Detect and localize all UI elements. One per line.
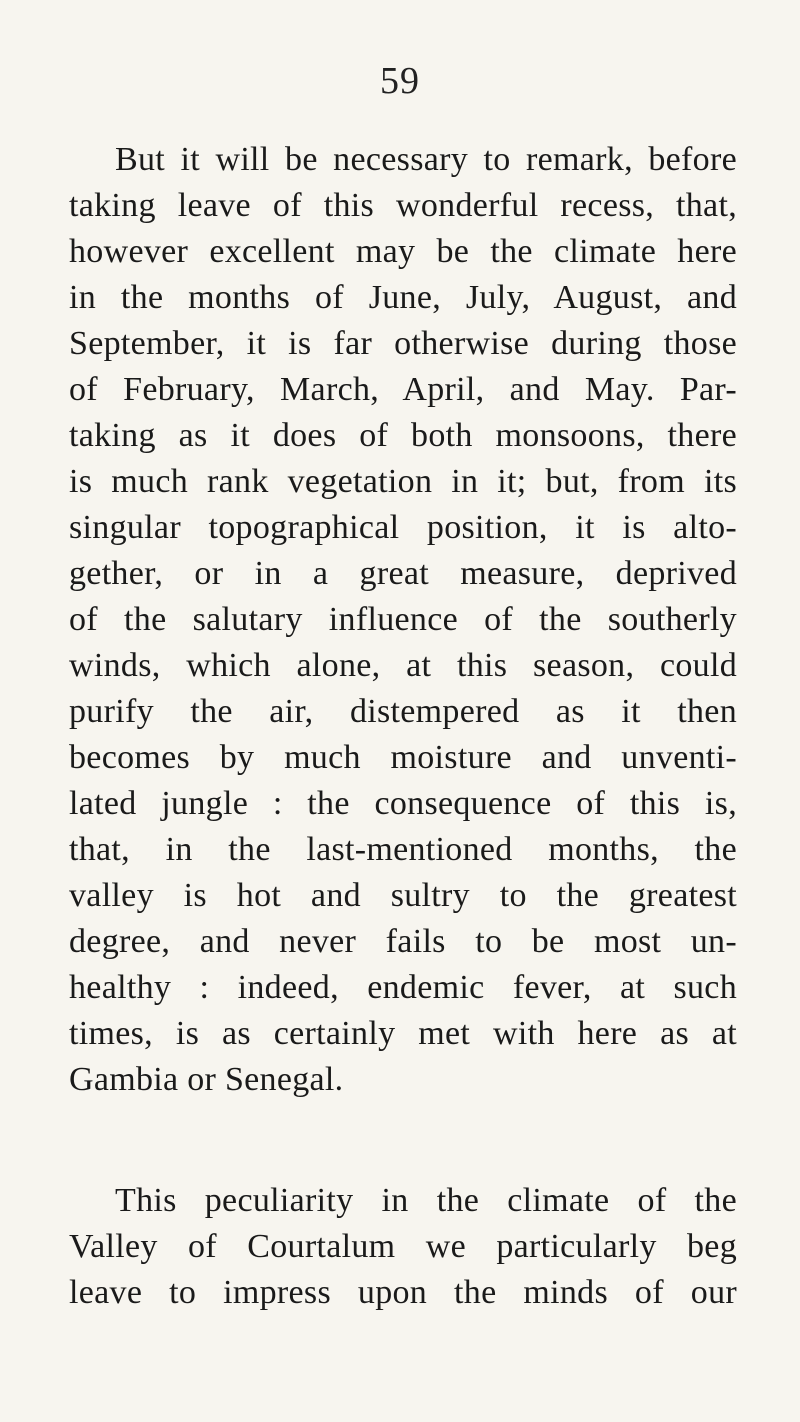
text-line: taking as it does of both monsoons, there	[69, 417, 737, 454]
text-line: becomes by much moisture and unventi-	[69, 739, 737, 776]
text-line: times, is as certainly met with here as at	[69, 1015, 737, 1052]
text-line: however excellent may be the climate here	[69, 233, 737, 270]
text-line: singular topographical position, it is alto-	[69, 509, 737, 546]
text-line: winds, which alone, at this season, could	[69, 647, 737, 684]
text-line: Gambia or Senegal.	[69, 1061, 344, 1098]
text-line: of February, March, April, and May. Par-	[69, 371, 737, 408]
text-line: leave to impress upon the minds of our	[69, 1274, 737, 1311]
text-line: that, in the last-mentioned months, the	[69, 831, 737, 868]
text-line: in the months of June, July, August, and	[69, 279, 737, 316]
text-line: is much rank vegetation in it; but, from its	[69, 463, 737, 500]
page-number: 59	[380, 60, 420, 102]
text-line: gether, or in a great measure, deprived	[69, 555, 737, 592]
text-line: of the salutary influence of the southerly	[69, 601, 737, 638]
text-line: This peculiarity in the climate of the	[115, 1182, 737, 1219]
text-line: healthy : indeed, endemic fever, at such	[69, 969, 737, 1006]
paragraph-2	[69, 1178, 737, 1316]
text-line: taking leave of this wonderful recess, that,	[69, 187, 737, 224]
paragraph-1	[69, 137, 737, 1103]
text-line: lated jungle : the consequence of this is,	[69, 785, 737, 822]
text-line: valley is hot and sultry to the greatest	[69, 877, 737, 914]
text-line: But it will be necessary to remark, before	[115, 141, 737, 178]
text-line: purify the air, distempered as it then	[69, 693, 737, 730]
text-line: September, it is far otherwise during those	[69, 325, 737, 362]
text-line: degree, and never fails to be most un-	[69, 923, 737, 960]
text-line: Valley of Courtalum we particularly beg	[69, 1228, 737, 1265]
